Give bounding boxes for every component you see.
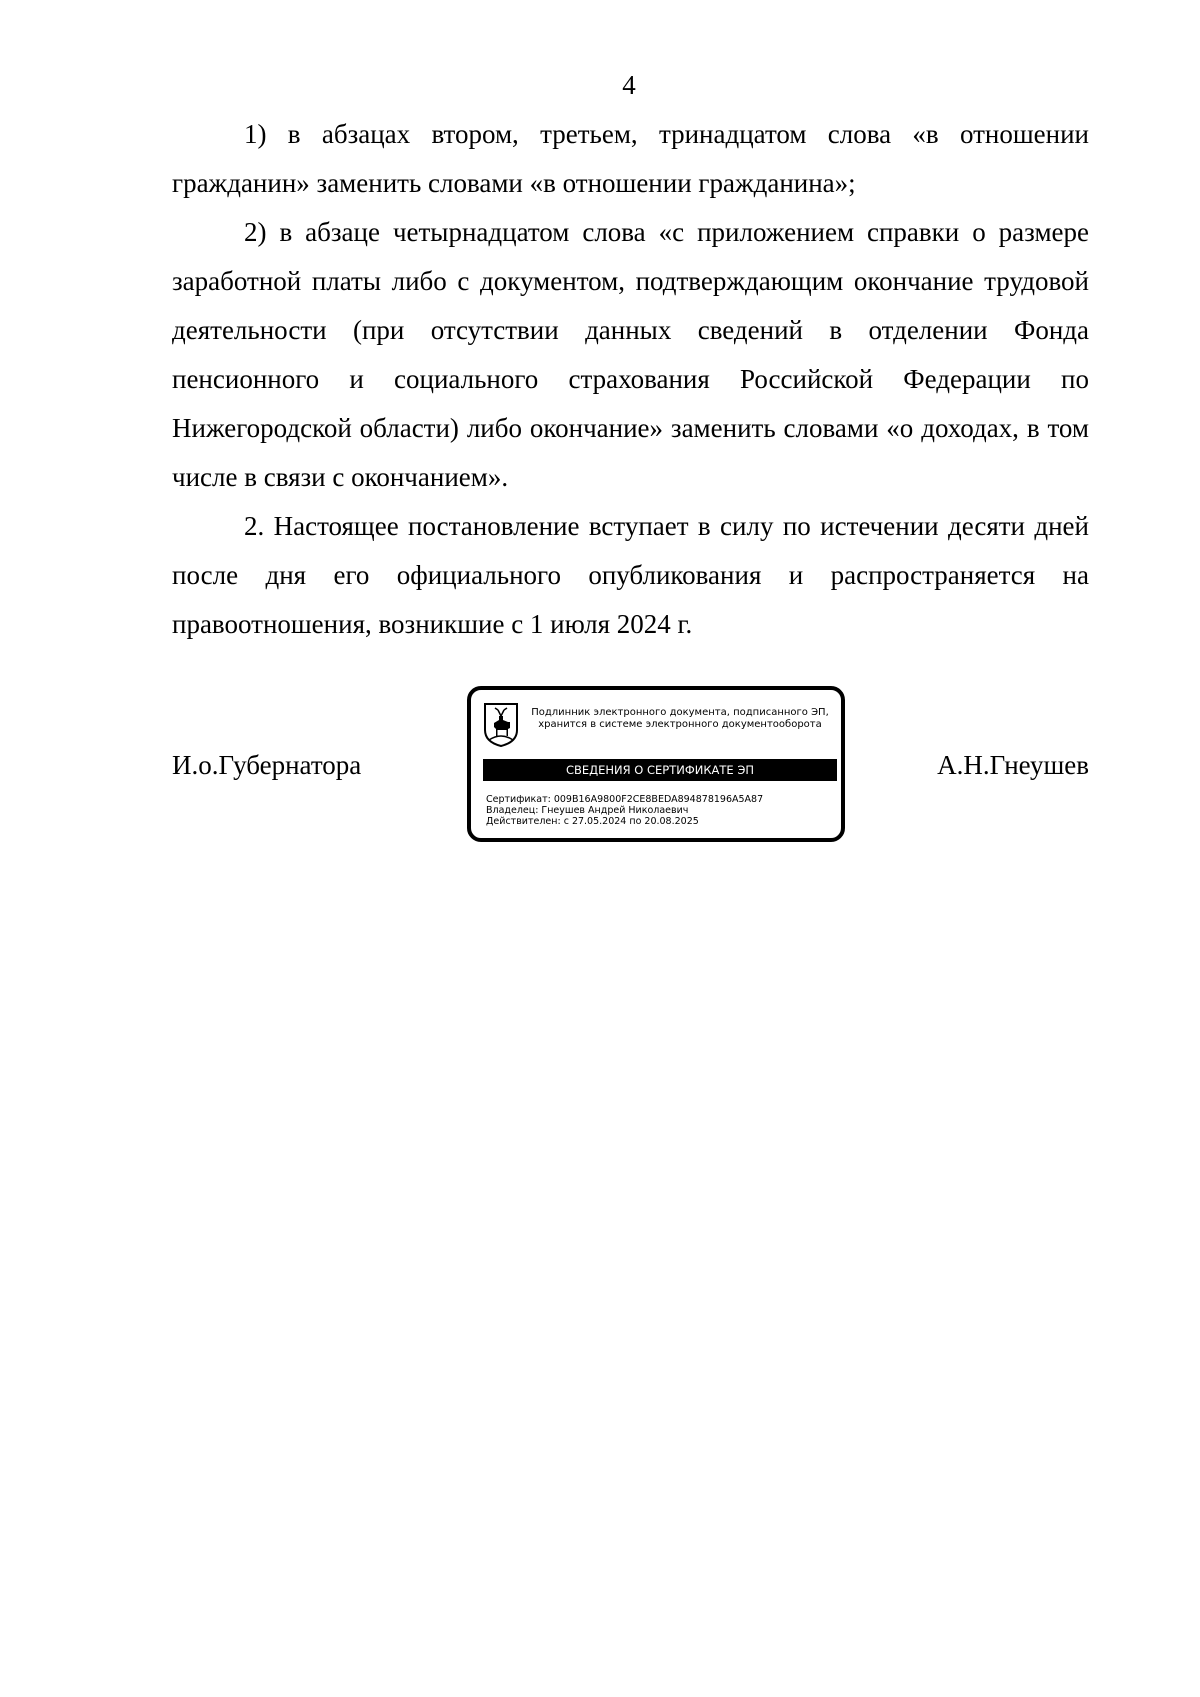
document-body [172, 110, 1089, 649]
stamp-title-bar: СВЕДЕНИЯ О СЕРТИФИКАТЕ ЭП [483, 759, 837, 781]
paragraph-item-2: 2) в абзаце четырнадцатом слова «с приложением справки о размере заработной платы либо с документом, подтверждающим окончание трудовой деятельности (при отсутствии данных сведений в отделении Фонда пенсионного и социального страхования Российской Федерации по Нижегородской области) либо окончание» заменить словами «о доходах, в том числе в связи с окончанием». [172, 217, 1089, 492]
signatory-position: И.о.Губернатора [172, 750, 362, 780]
paragraph-clause-2: 2. Настоящее постановление вступает в силу по истечении десяти дней после дня его официального опубликования и распространяется на правоотношения, возникшие с 1 июля 2024 г. [172, 511, 1089, 639]
electronic-signature-stamp [467, 686, 845, 842]
signatory-name: А.Н.Гнеушев [937, 750, 1089, 780]
certificate-details [486, 794, 763, 827]
signature-block [172, 686, 1089, 846]
stamp-caption [521, 707, 839, 731]
deer-coat-of-arms-icon [483, 702, 519, 748]
certificate-validity: Действителен: с 27.05.2024 по 20.08.2025 [486, 816, 699, 827]
certificate-number: Сертификат: 009B16A9800F2CE8BEDA894878196A5A87 [486, 794, 764, 805]
paragraph-item-1: 1) в абзацах втором, третьем, тринадцатом слова «в отношении гражданин» заменить словами «в отношении гражданина»; [172, 119, 1089, 198]
page-number: 4 [622, 70, 636, 100]
stamp-caption-line: хранится в системе электронного документооборота [538, 719, 822, 730]
stamp-caption-line: Подлинник электронного документа, подписанного ЭП, [531, 707, 829, 718]
certificate-owner: Владелец: Гнеушев Андрей Николаевич [486, 805, 689, 816]
